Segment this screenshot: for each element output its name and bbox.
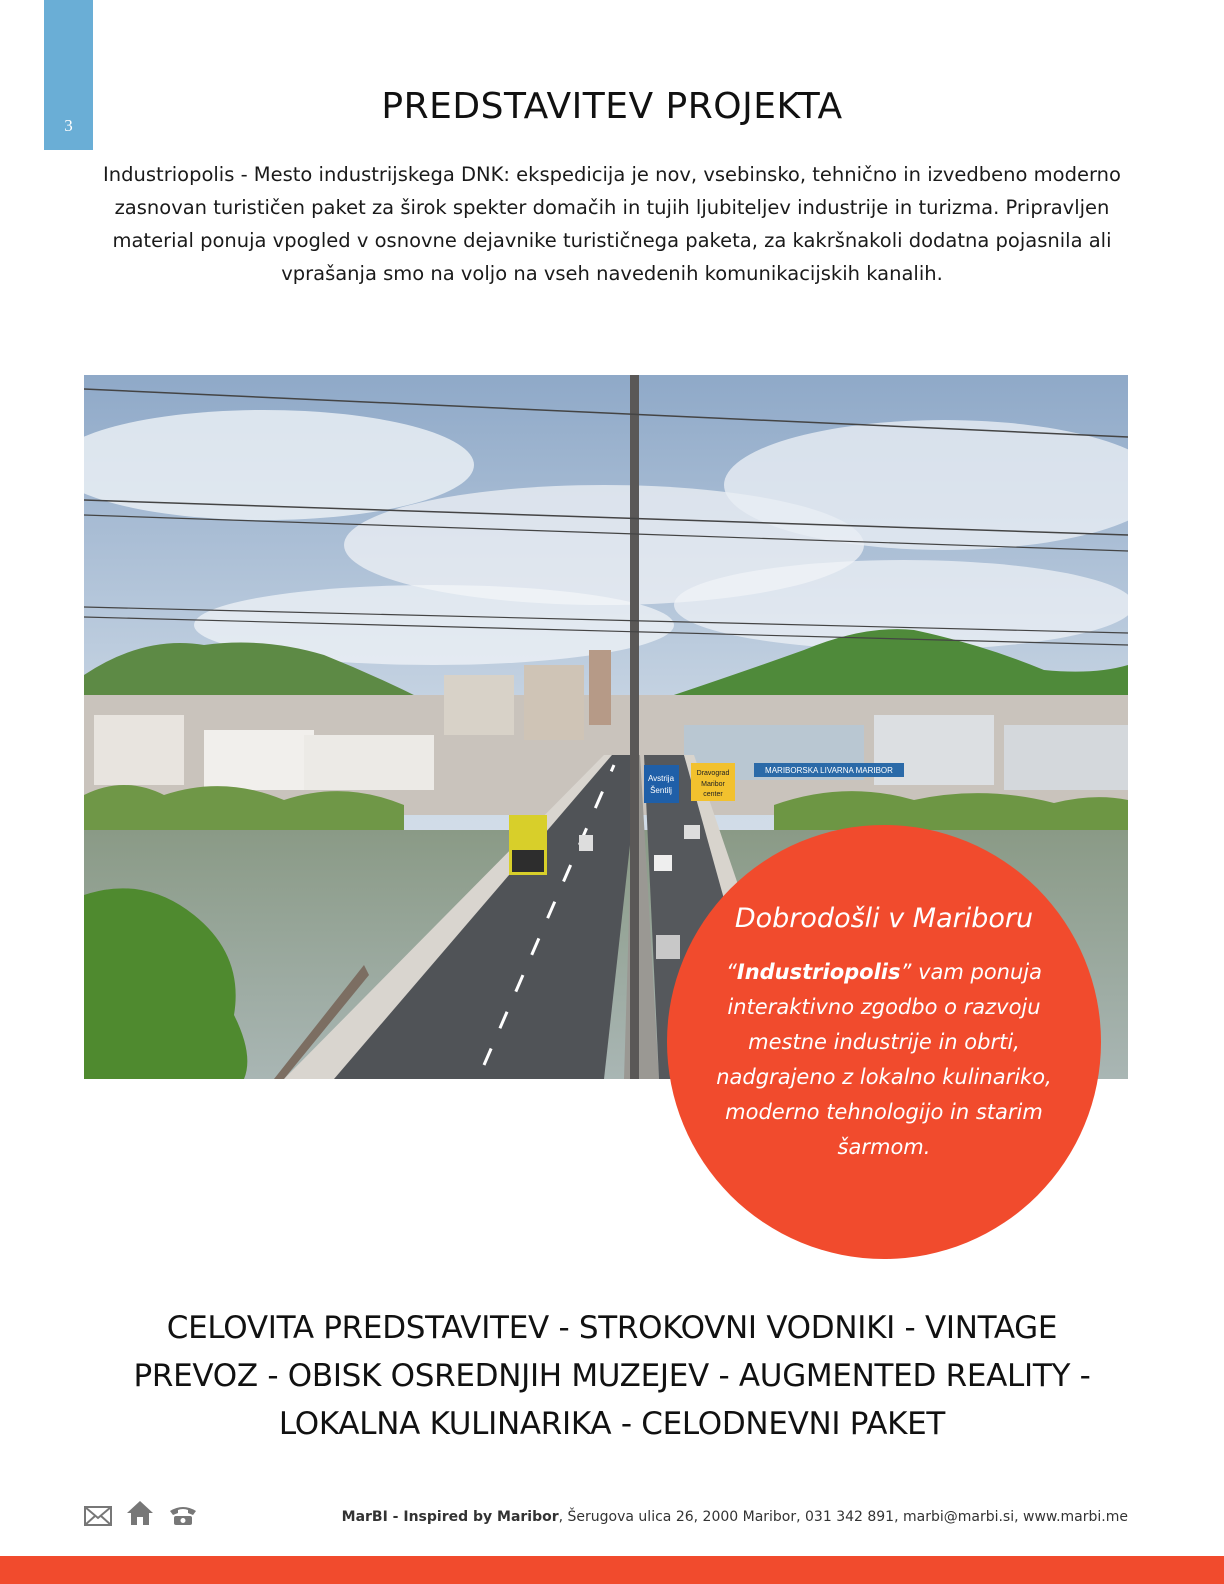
page-title: PREDSTAVITEV PROJEKTA (381, 86, 843, 127)
footer-details: , Šerugova ulica 26, 2000 Maribor, 031 342 891, marbi@marbi.si, www.marbi.me (558, 1509, 1128, 1525)
footer-accent-bar (0, 1556, 1224, 1584)
callout-quote-open: “ (725, 960, 737, 984)
svg-text:Dravograd: Dravograd (696, 770, 730, 777)
svg-text:Maribor: Maribor (701, 781, 725, 788)
tagline-line: CELOVITA PREDSTAVITEV - STROKOVNI VODNIKI - VINTAGE (166, 1310, 1058, 1346)
factory-sign (754, 763, 904, 777)
tagline-line: PREVOZ - OBISK OSREDNJIH MUZEJEV - AUGMENTED REALITY - (133, 1358, 1091, 1394)
intro-paragraph: Industriopolis - Mesto industrijskega DNK: ekspedicija je nov, vsebinsko, tehnično in izvedbeno moderno zasnovan turističen paket za širok spekter domačih in tujih ljubiteljev industrije in turizma. Pripravljen material ponuja vpogled v osnovne dejavnike turističnega paketa, za kakršnakoli dodatna pojasnila ali vprašanja smo na voljo na vseh navedenih komunikacijskih kanalih. (103, 163, 1121, 285)
svg-text:Šentilj: Šentilj (650, 786, 672, 795)
mail-icon[interactable] (84, 1506, 112, 1526)
callout-text (707, 955, 1061, 1165)
phone-icon[interactable] (168, 1504, 198, 1526)
svg-text:MARIBORSKA LIVARNA MARIBOR: MARIBORSKA LIVARNA MARIBOR (765, 766, 893, 775)
svg-text:Avstrija: Avstrija (647, 774, 675, 783)
road-sign-right (691, 763, 735, 801)
callout-brand: Industriopolis (736, 960, 901, 984)
page-number: 3 (64, 116, 73, 135)
footer-contact-line (342, 1509, 1128, 1525)
callout-description: vam ponuja interaktivno zgodbo o razvoju mestne industrije in obrti, nadgrajeno z lokalno kulinariko, moderno tehnologijo in starim šarmom. (716, 960, 1052, 1159)
footer-contact-icons (84, 1500, 198, 1526)
tagline-line: LOKALNA KULINARIKA - CELODNEVNI PAKET (278, 1406, 946, 1442)
home-icon[interactable] (126, 1500, 154, 1526)
page-number-tab (44, 0, 93, 150)
footer-brand: MarBI - Inspired by Maribor (341, 1509, 559, 1525)
welcome-callout (667, 825, 1101, 1259)
callout-heading: Dobrodošli v Mariboru (734, 903, 1034, 934)
svg-text:center: center (703, 791, 723, 798)
callout-quote-close: ” (900, 960, 912, 984)
road-sign-left (644, 765, 679, 803)
feature-tagline (90, 1304, 1134, 1448)
